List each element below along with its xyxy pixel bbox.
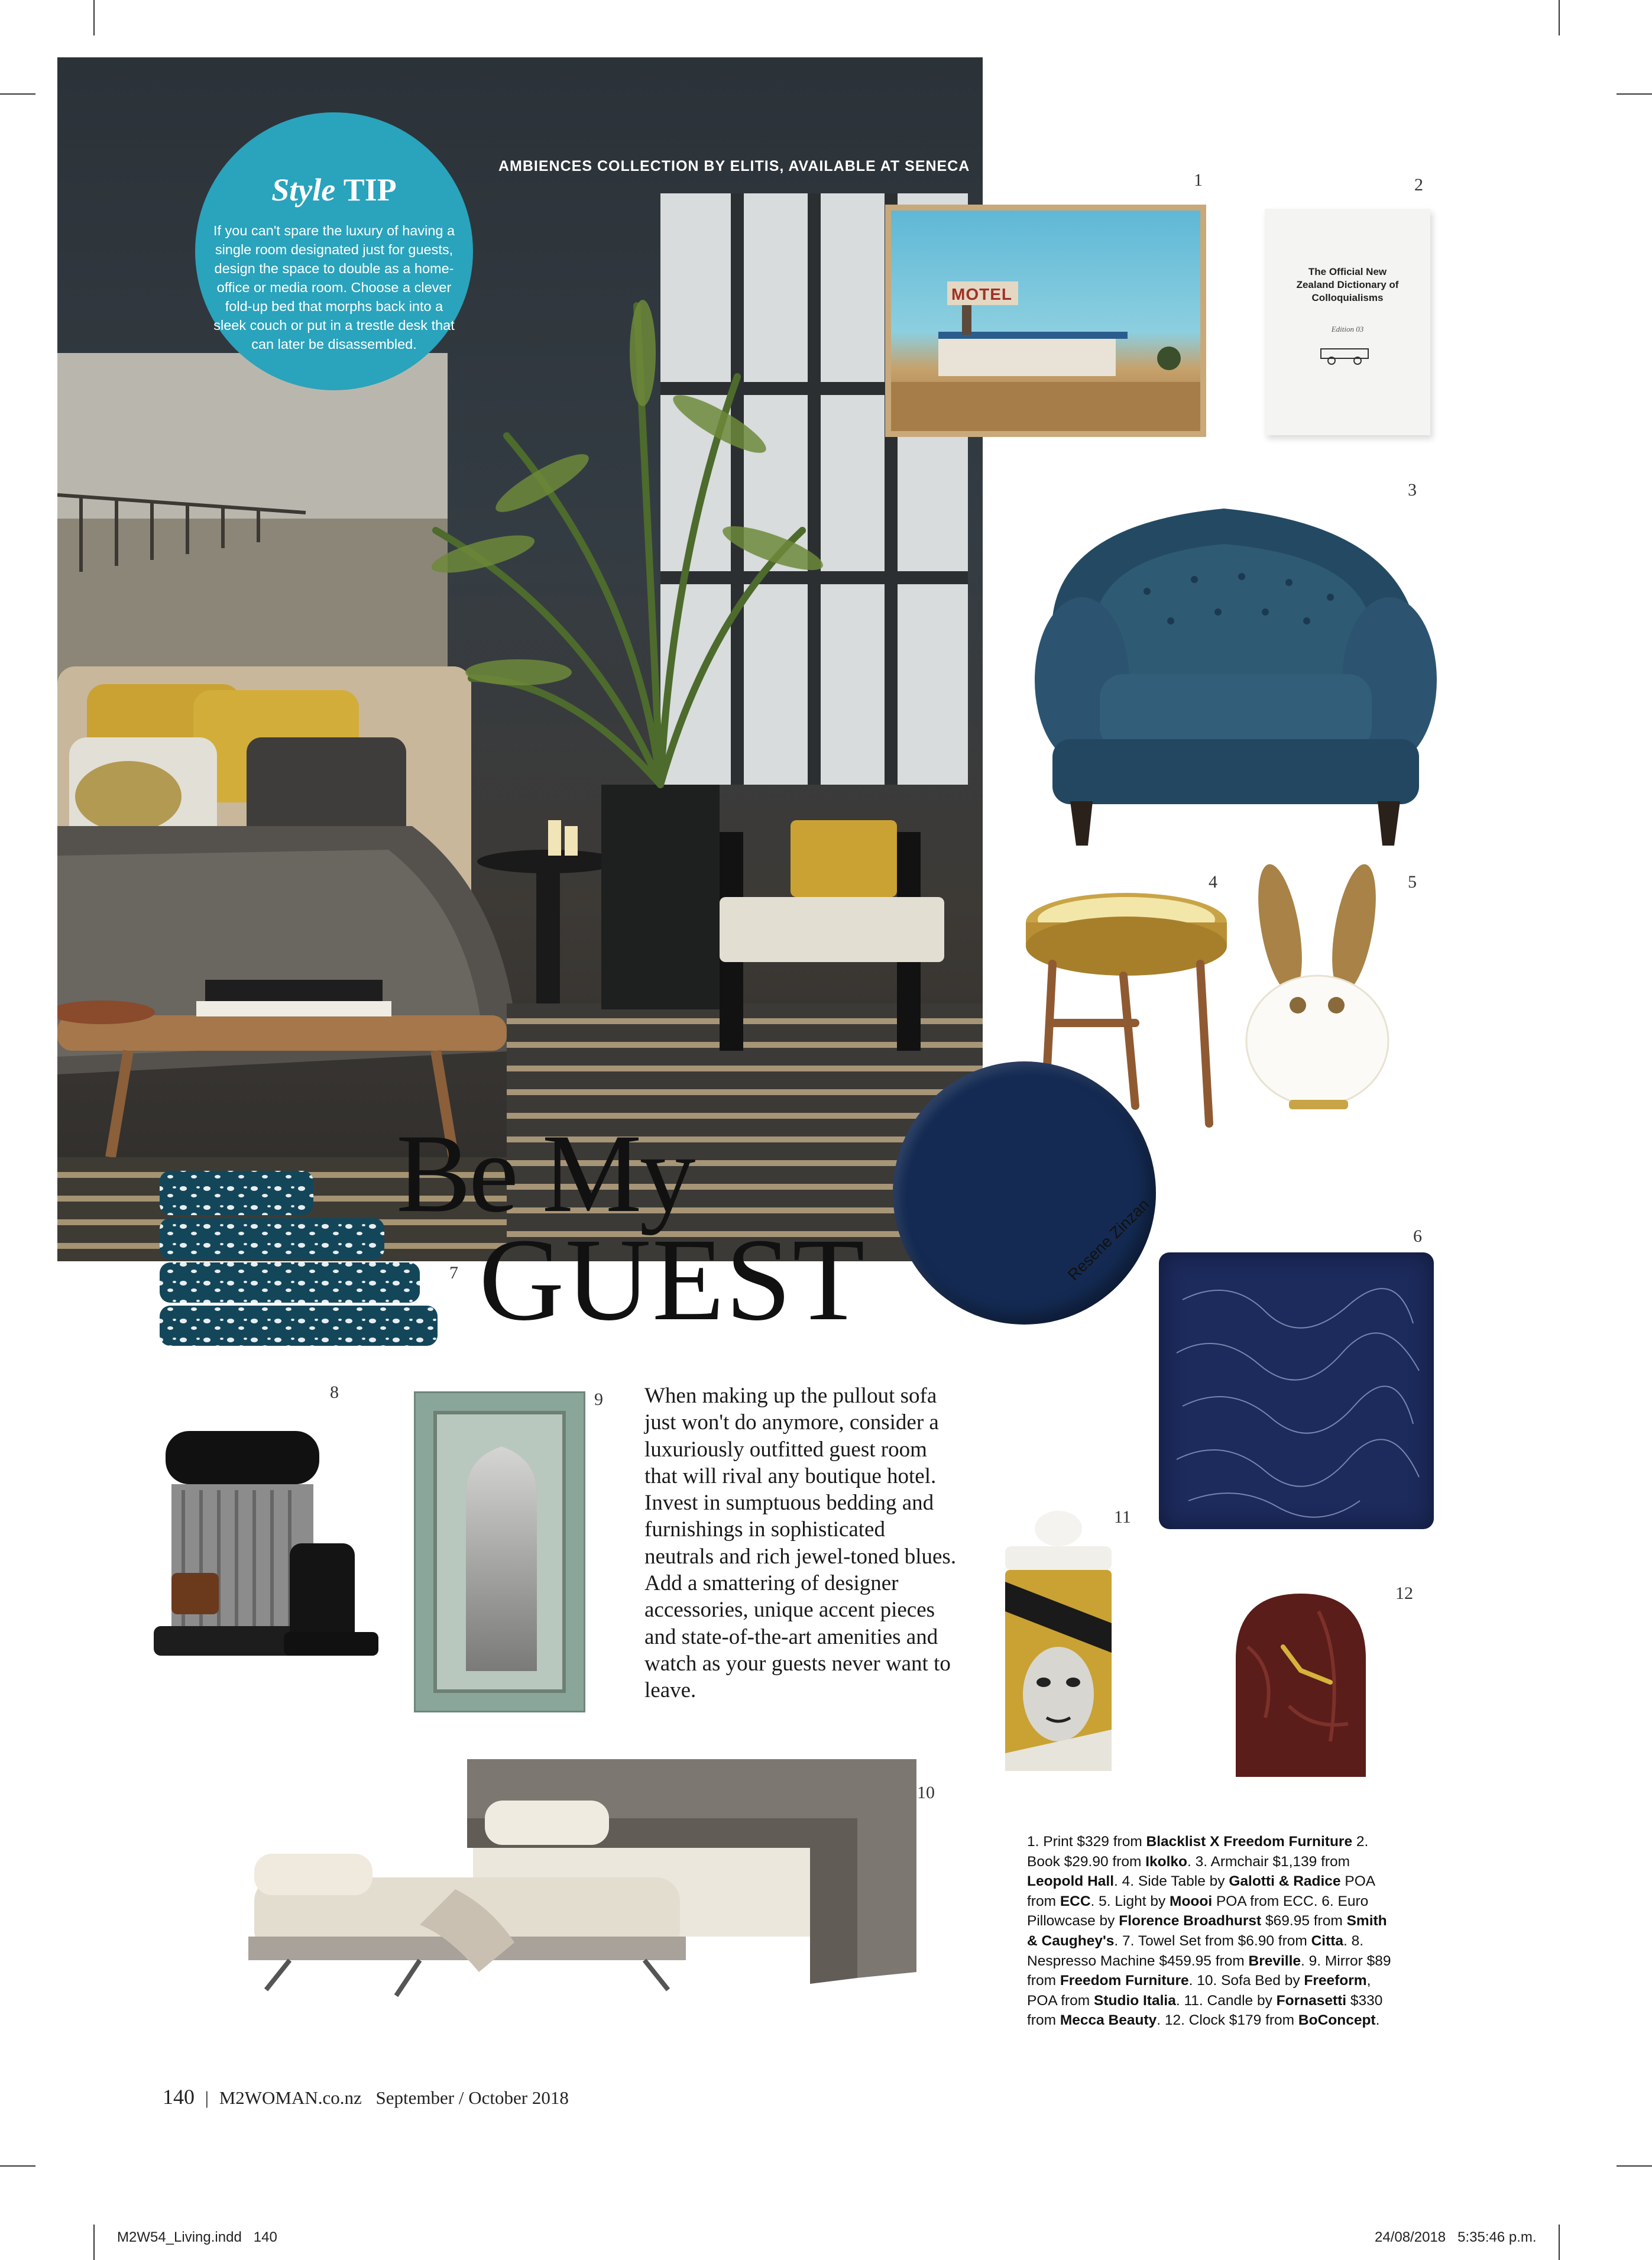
book-title: The Official New Zealand Dictionary of Colloquialisms (1296, 266, 1399, 303)
credit-brand: Mecca Beauty (1060, 2012, 1157, 2029)
footer-site: M2WOMAN.co.nz (219, 2087, 362, 2108)
paint-swatch (893, 1061, 1156, 1325)
style-tip-title-bold: TIP (343, 172, 397, 208)
credit-text: . 11. Candle by (1175, 1992, 1277, 2009)
product-number-9: 9 (594, 1390, 603, 1409)
credit-text: POA from ECC. 6. Euro Pillowcase by (1027, 1893, 1369, 1929)
credit-brand: Moooi (1170, 1893, 1213, 1909)
headline-line-1: Be My (396, 1112, 694, 1236)
credit-text: . 5. Light by (1090, 1893, 1170, 1909)
slug-timestamp: 24/08/2018 5:35:46 p.m. (1375, 2229, 1537, 2245)
product-number-3: 3 (1408, 480, 1417, 500)
credit-brand: Smith & Caughey's (1027, 1913, 1387, 1949)
credit-text: . 3. Armchair $1,139 from (1187, 1853, 1350, 1870)
product-marble-clock (1230, 1588, 1372, 1777)
crop-mark (1617, 2165, 1652, 2167)
credit-brand: Florence Broadhurst (1119, 1913, 1262, 1929)
product-number-11: 11 (1114, 1507, 1131, 1527)
credit-text: 1. Print $329 from (1027, 1834, 1146, 1850)
credit-brand: BoConcept (1298, 2012, 1376, 2029)
product-nespresso-machine (136, 1395, 396, 1662)
product-number-5: 5 (1408, 872, 1417, 892)
credit-text: . 12. Clock $179 from (1157, 2012, 1298, 2029)
product-number-4: 4 (1209, 872, 1217, 892)
crop-mark (1559, 2225, 1560, 2260)
credit-brand: Leopold Hall (1027, 1873, 1114, 1890)
credit-brand: Galotti & Radice (1229, 1873, 1341, 1890)
crop-mark (93, 0, 95, 35)
paint-swatch-label: Resene Zinzan (1064, 1195, 1153, 1284)
credit-text: $69.95 from (1261, 1913, 1347, 1929)
style-tip-body: If you can't spare the luxury of having a single room designated just for guests, design the space to double as a home- office or media room. Choose a clever fold-up bed that morphs back into a sleek couch or put in a trestle desk that can later be disassembled. (213, 223, 455, 352)
product-euro-pillowcase (1159, 1252, 1434, 1529)
style-tip-title-italic: Style (271, 172, 336, 208)
credit-brand: Breville (1248, 1953, 1301, 1969)
credit-text: . 9. Mirror $89 from (1027, 1953, 1391, 1989)
book-edition: Edition 03 (1331, 325, 1364, 334)
credit-text: . 7. Towel Set from $6.90 from (1114, 1932, 1311, 1949)
book-car-illustration (1315, 342, 1380, 365)
credit-text: $330 from (1027, 1992, 1383, 2029)
credit-text: POA from (1027, 1873, 1375, 1909)
credit-text: . (1375, 2012, 1380, 2029)
credit-brand: Fornasetti (1276, 1992, 1347, 2009)
product-number-12: 12 (1395, 1584, 1413, 1603)
credit-brand: Ikolko (1145, 1853, 1187, 1870)
credit-text: 2. Book $29.90 from (1027, 1834, 1369, 1870)
credit-brand: Studio Italia (1094, 1992, 1176, 2009)
product-number-7: 7 (449, 1263, 458, 1283)
product-number-1: 1 (1194, 170, 1203, 190)
crop-mark (1617, 93, 1652, 95)
crop-mark (1559, 0, 1560, 35)
page-number: 140 (163, 2085, 195, 2109)
headline-line-2: GUEST (479, 1215, 866, 1345)
crop-mark (93, 2225, 95, 2260)
product-velvet-armchair (1029, 491, 1443, 857)
intro-paragraph: When making up the pullout sofa just won't do anymore, consider a luxuriously outfitted guest room that will rival any boutique hotel. Invest in sumptuous bedding and furnishings in sophisticated neutrals and rich jewel-toned blues. Add a smattering of designer accessories, unique accent pieces and state-of-the-art amenities and watch as your guests never want to leave. (644, 1384, 957, 1703)
product-number-10: 10 (917, 1783, 935, 1802)
credit-brand: Freedom Furniture (1060, 1973, 1189, 1989)
credit-brand: Freeform (1304, 1973, 1367, 1989)
photo-credit: AMBIENCES COLLECTION BY ELITIS, AVAILABLE AT SENECA (498, 158, 970, 174)
credit-brand: Blacklist X Freedom Furniture (1146, 1834, 1353, 1850)
credit-brand: ECC (1060, 1893, 1091, 1909)
credit-text: , POA from (1027, 1973, 1371, 2009)
product-motel-print (885, 205, 1206, 437)
product-number-6: 6 (1413, 1226, 1422, 1246)
motel-sign: MOTEL (951, 285, 1012, 303)
product-towel-set (154, 1165, 449, 1348)
footer-separator: | (205, 2087, 209, 2108)
product-rabbit-lamp (1242, 863, 1395, 1123)
credit-brand: Citta (1311, 1932, 1344, 1949)
product-arched-mirror (414, 1391, 585, 1712)
credit-text: . 10. Sofa Bed by (1188, 1973, 1304, 1989)
product-fornasetti-candle (999, 1505, 1117, 1777)
product-dictionary-book (1265, 209, 1430, 435)
crop-mark (0, 2165, 35, 2167)
footer-issue: September / October 2018 (375, 2087, 569, 2108)
product-number-8: 8 (330, 1382, 339, 1402)
crop-mark (0, 93, 35, 95)
page-footer (163, 2084, 569, 2109)
credit-text: . 4. Side Table by (1114, 1873, 1229, 1890)
product-credits (1027, 1832, 1400, 2031)
style-tip-title (195, 171, 473, 208)
product-sofa-bed (242, 1747, 970, 2002)
product-number-2: 2 (1414, 175, 1423, 195)
slug-filename: M2W54_Living.indd 140 (117, 2229, 277, 2245)
credit-text: . 8. Nespresso Machine $459.95 from (1027, 1932, 1364, 1969)
